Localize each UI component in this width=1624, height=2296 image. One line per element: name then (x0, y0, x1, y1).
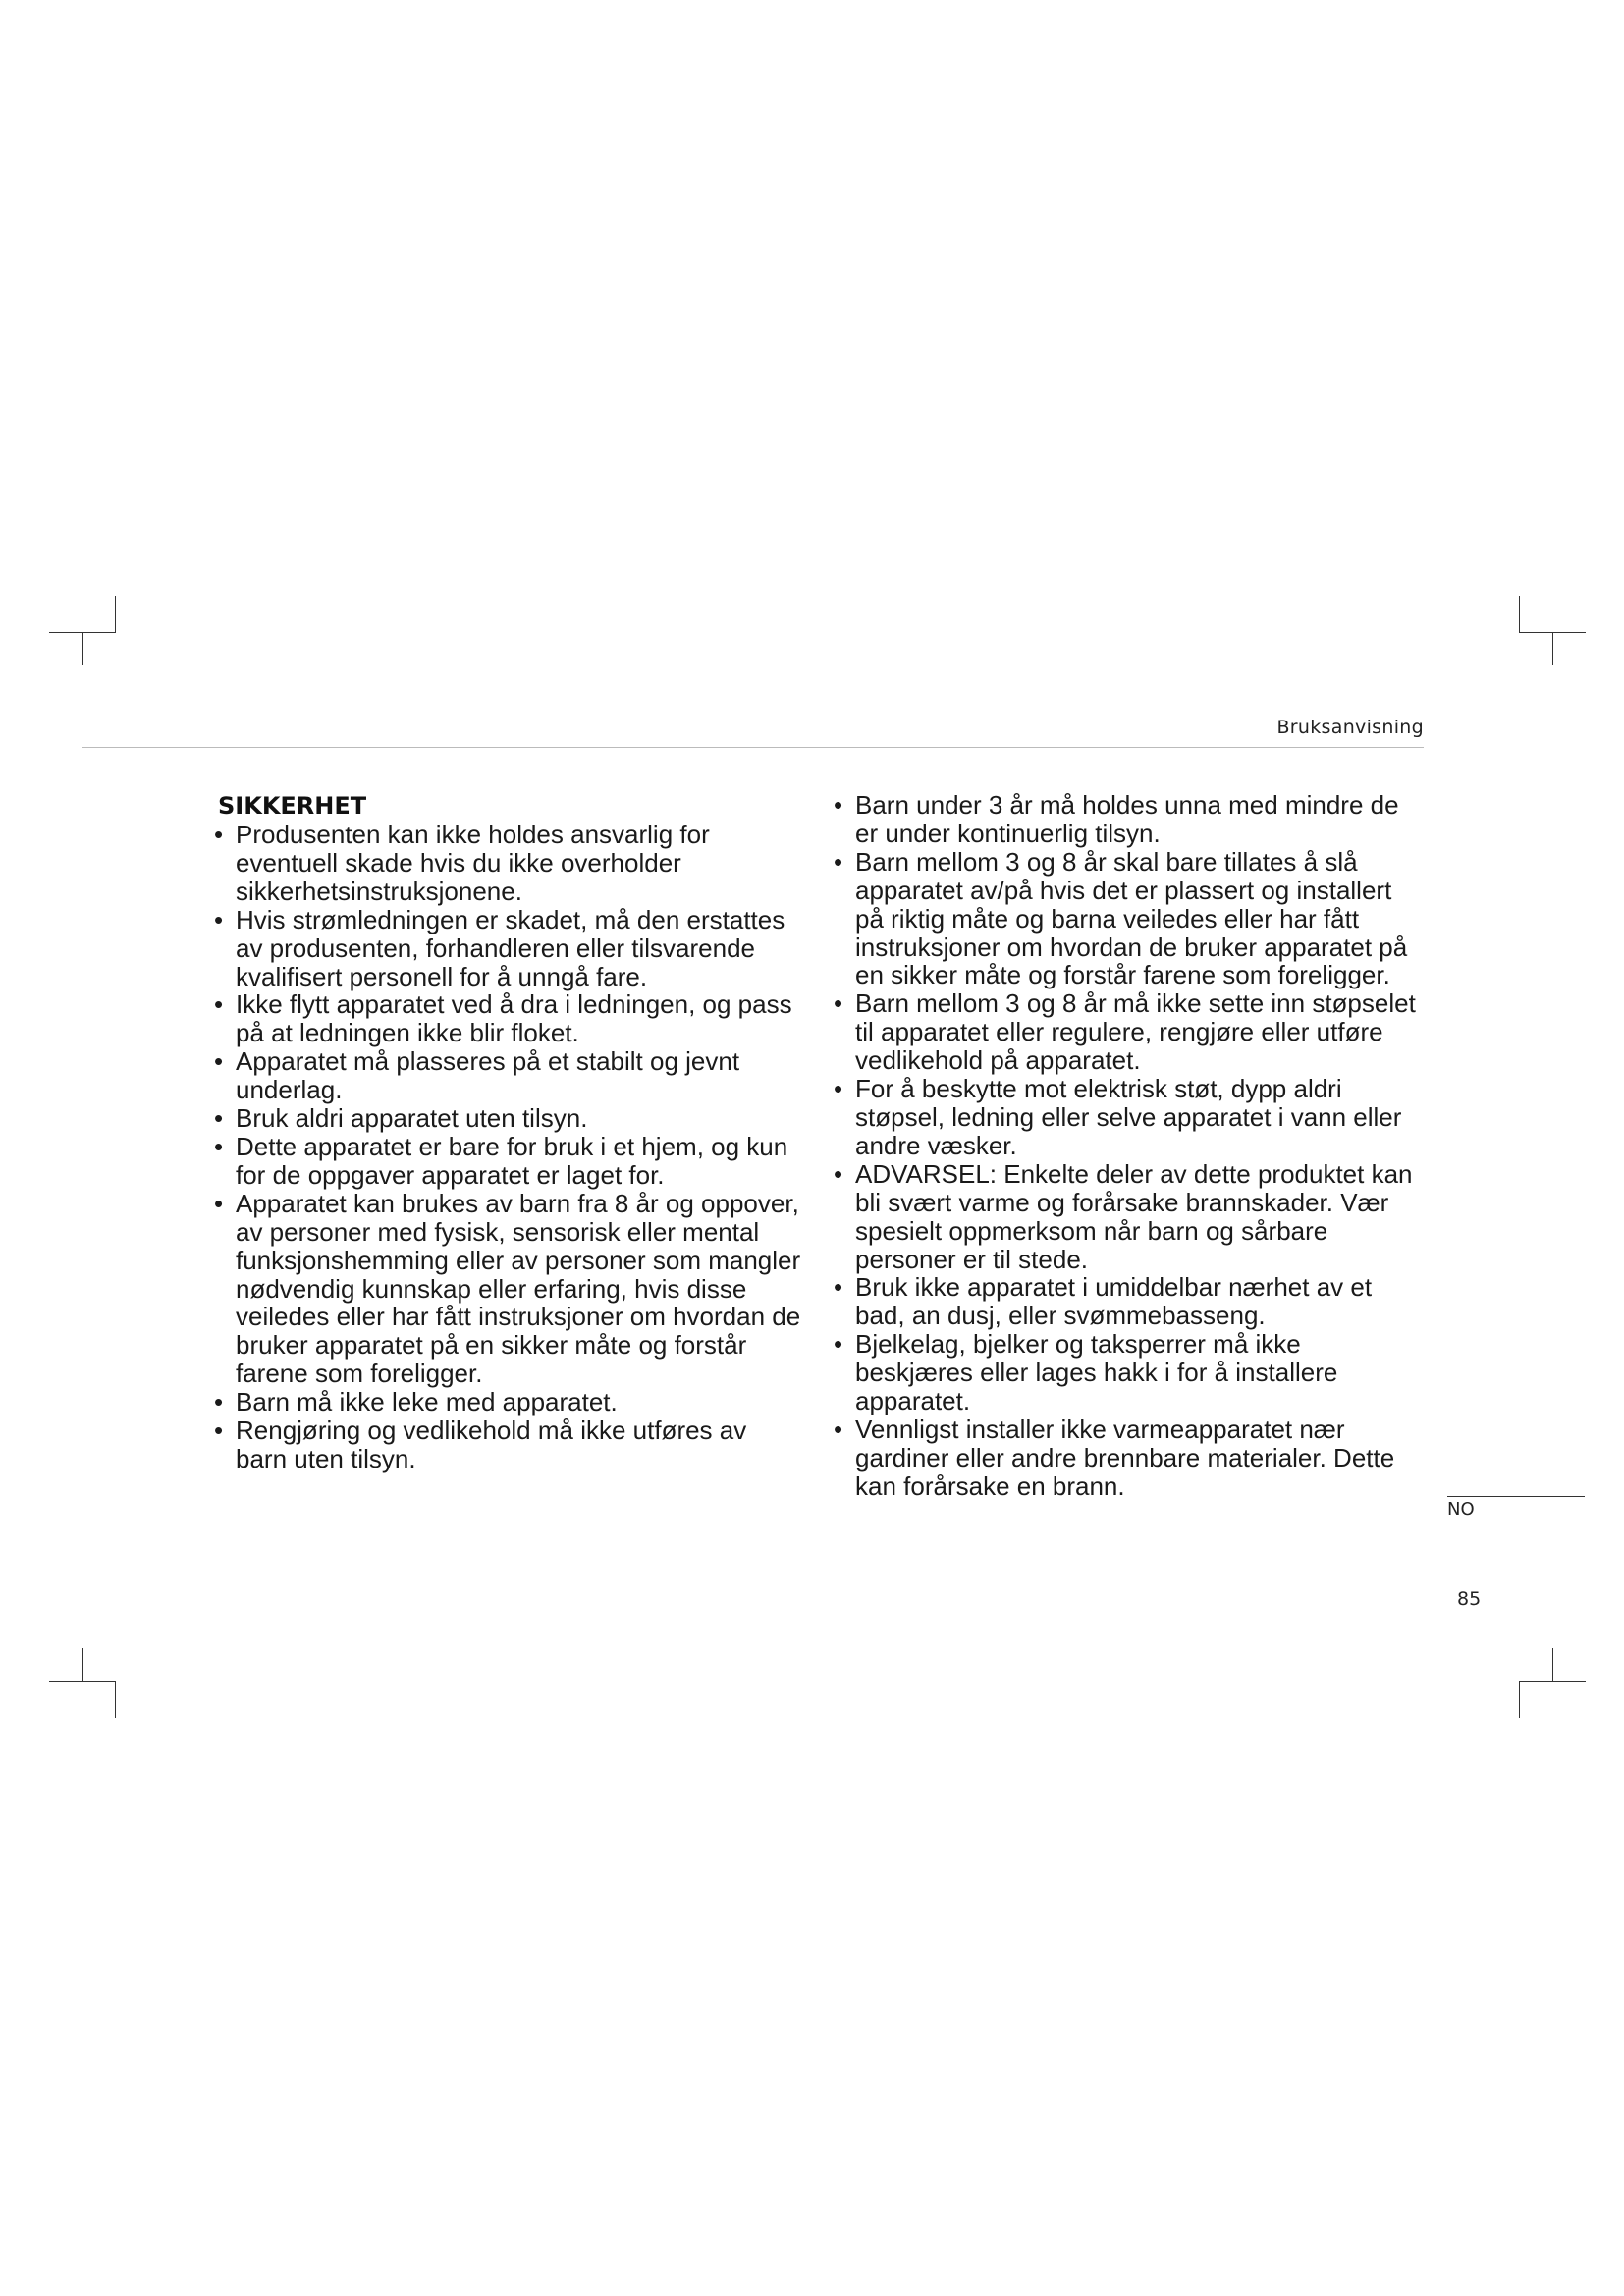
list-item-text: ADVARSEL: Enkelte deler av dette produktet kan bli svært varme og forårsake brannskader. Vær spesielt oppmerksom når barn og sårbare personer er til stede. (855, 1158, 1413, 1274)
bullet-icon: • (834, 846, 843, 877)
list-item-text: Vennligst installer ikke varmeapparatet nær gardiner eller andre brennbare materialer. Dette kan forårsake en brann. (855, 1414, 1395, 1501)
list-item-text: For å beskytte mot elektrisk støt, dypp aldri støpsel, ledning eller selve apparatet i vann eller andre væsker. (855, 1074, 1402, 1160)
header-divider (82, 747, 1424, 748)
bullet-icon: • (834, 1414, 843, 1444)
list-item-text: Ikke flytt apparatet ved å dra i ledningen, og pass på at ledningen ikke blir floket. (236, 989, 792, 1048)
list-item (834, 1075, 1423, 1160)
language-tab-rule (1447, 1496, 1585, 1497)
bullet-icon: • (214, 1188, 224, 1218)
list-item (834, 1273, 1423, 1330)
list-item-text: Produsenten kan ikke holdes ansvarlig for eventuell skade hvis du ikke overholder sikkerhetsinstruksjonene. (236, 820, 710, 906)
list-item (834, 1330, 1423, 1415)
list-item-text: Bjelkelag, bjelker og taksperrer må ikke beskjæres eller lages hakk i for å installere apparatet. (855, 1329, 1338, 1416)
list-item-text: Barn mellom 3 og 8 år skal bare tillates å slå apparatet av/på hvis det er plassert og installert på riktig måte og barna veiledes eller har fått instruksjoner om hvordan de bruker apparatet på en sikker måte og forstår farene som foreligger. (855, 846, 1408, 990)
bullet-icon: • (214, 1103, 224, 1134)
language-code: NO (1447, 1499, 1475, 1520)
running-header: Bruksanvisning (1276, 717, 1424, 738)
right-bullet-list (834, 791, 1423, 1501)
list-item (214, 906, 803, 991)
bullet-icon: • (214, 1131, 224, 1161)
section-title: SIKKERHET (218, 792, 367, 820)
list-item (834, 1415, 1423, 1501)
list-item (834, 989, 1423, 1075)
list-item-text: Barn mellom 3 og 8 år må ikke sette inn støpselet til apparatet eller regulere, rengjøre eller utføre vedlikehold på apparatet. (855, 988, 1416, 1076)
bullet-icon: • (834, 1074, 843, 1104)
bullet-icon: • (214, 1415, 224, 1446)
right-column (834, 791, 1423, 1501)
bullet-icon: • (834, 790, 843, 820)
list-item-text: Barn må ikke leke med apparatet. (236, 1387, 618, 1417)
bullet-icon: • (834, 1272, 843, 1303)
list-item (214, 1104, 803, 1133)
list-item (834, 791, 1423, 848)
list-item-text: Apparatet kan brukes av barn fra 8 år og oppover, av personer med fysisk, sensorisk eller mental funksjonshemming eller av personer som mangler nødvendig kunnskap eller erfaring, hvis disse veiledes eller har fått instruksjoner om hvordan de bruker apparatet på en sikker måte og forstår farene som foreligger. (236, 1188, 801, 1389)
list-item (834, 1160, 1423, 1274)
list-item-text: Barn under 3 år må holdes unna med mindre de er under kontinuerlig tilsyn. (855, 790, 1399, 848)
bullet-icon: • (214, 820, 224, 849)
list-item-text: Bruk aldri apparatet uten tilsyn. (236, 1103, 588, 1134)
bullet-icon: • (214, 904, 224, 934)
list-item (214, 1388, 803, 1416)
bullet-icon: • (214, 1046, 224, 1077)
bullet-icon: • (214, 989, 224, 1020)
list-item (214, 1190, 803, 1388)
list-item-text: Rengjøring og vedlikehold må ikke utføres av barn uten tilsyn. (236, 1415, 747, 1473)
list-item (214, 1133, 803, 1190)
list-item (214, 1416, 803, 1473)
list-item-text: Dette apparatet er bare for bruk i et hjem, og kun for de oppgaver apparatet er laget for. (236, 1131, 788, 1190)
bullet-icon: • (214, 1387, 224, 1417)
page-number: 85 (1457, 1588, 1482, 1610)
list-item-text: Hvis strømledningen er skadet, må den erstattes av produsenten, forhandleren eller tilsvarende kvalifisert personell for å unngå fare. (236, 904, 785, 991)
bullet-icon: • (834, 1158, 843, 1189)
list-item-text: Bruk ikke apparatet i umiddelbar nærhet av et bad, an dusj, eller svømmebasseng. (855, 1272, 1373, 1331)
left-column (214, 791, 803, 1473)
list-item (214, 821, 803, 906)
bullet-icon: • (834, 988, 843, 1019)
left-bullet-list (214, 821, 803, 1473)
list-item-text: Apparatet må plasseres på et stabilt og jevnt underlag. (236, 1046, 740, 1105)
list-item (214, 1047, 803, 1104)
bullet-icon: • (834, 1329, 843, 1360)
list-item (834, 848, 1423, 990)
list-item (214, 990, 803, 1047)
